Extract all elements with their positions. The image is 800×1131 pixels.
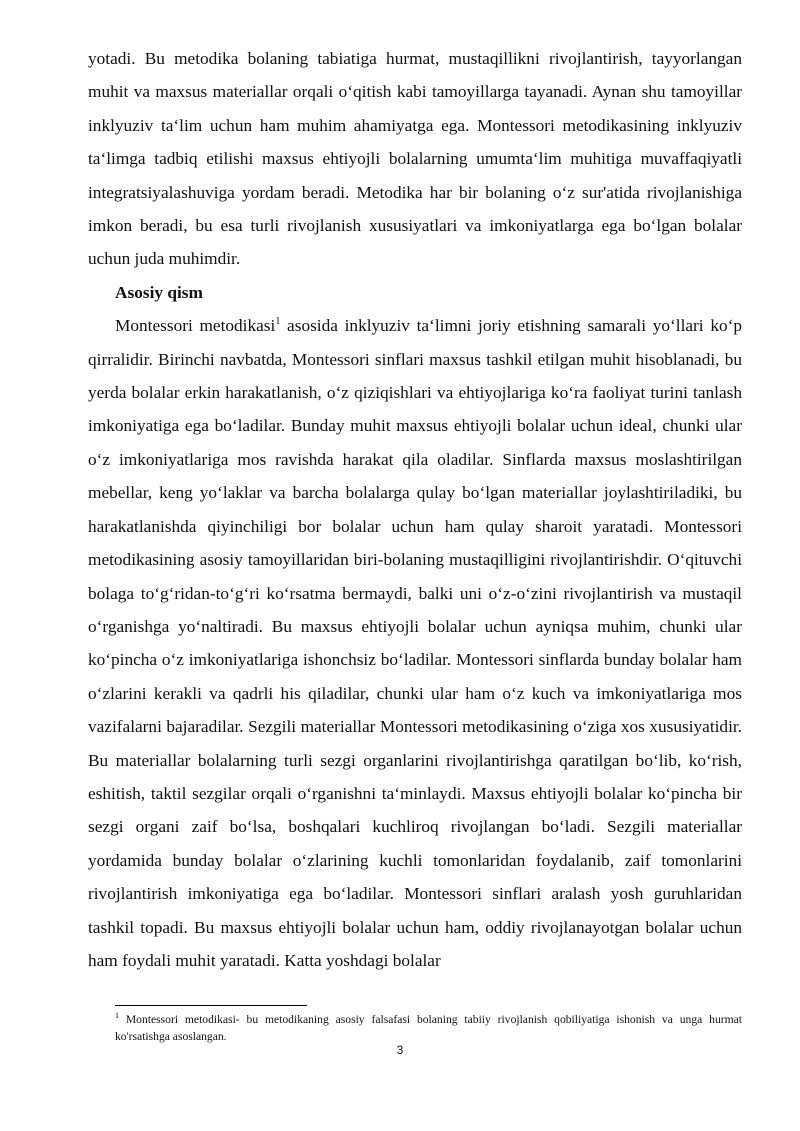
page-number: 3 [396,1043,404,1057]
body-text [88,42,742,977]
footnote-separator [115,1005,307,1006]
paragraph-intro-continuation: yotadi. Bu metodika bolaning tabiatiga hurmat, mustaqillikni rivojlantirish, tayyorlangan muhit va maxsus materiallar orqali o‘qitish kabi tamoyillarga tayanadi. Aynan shu tamoyillar inklyuziv ta‘lim uchun ham muhim ahamiyatga ega. Montessori metodikasining inklyuziv ta‘limga tadbiq etilishi maxsus ehtiyojli bolalarning umumta‘lim muhitiga muvaffaqiyatli integratsiyalashuviga yordam beradi. Metodika har bir bolaning o‘z sur'atida rivojlanishiga imkon beradi, bu esa turli rivojlanish xususiyatlari va imkoniyatlarga ega bo‘lgan bolalar uchun juda muhimdir. [88,49,742,269]
paragraph-main-rest: asosida inklyuziv ta‘limni joriy etishning samarali yo‘llari ko‘p qirralidir. Birinchi navbatda, Montessori sinflari maxsus tashkil etilgan muhit hisoblanadi, bu yerda bolalar erkin harakatlanish, o‘z qiziqishlari va ehtiyojlariga ko‘ra faoliyat turini tanlash imkoniyatiga ega bo‘ladilar. Bunday muhit maxsus ehtiyojli bolalar uchun ideal, chunki ular o‘z imkoniyatlariga mos ravishda harakat qila oladilar. Sinflarda maxsus moslashtirilgan mebellar, keng yo‘laklar va barcha bolalarga qulay bo‘lgan materiallar joylashtiriladiki, bu harakatlanishda qiyinchiligi bor bolalar uchun ham qulay sharoit yaratadi. Montessori metodikasining asosiy tamoyillaridan biri-bolaning mustaqilligini rivojlantirishdir. O‘qituvchi bolaga to‘g‘ridan-to‘g‘ri ko‘rsatma bermaydi, balki uni o‘z-o‘zini rivojlantirish va mustaqil o‘rganishga yo‘naltiradi. Bu maxsus ehtiyojli bolalar uchun ayniqsa muhim, chunki ular ko‘pincha o‘z imkoniyatlariga ishonchsiz bo‘ladilar. Montessori sinflarda bunday bolalar ham o‘zlarini kerakli va qadrli his qiladilar, chunki ular ham o‘z kuch va imkoniyatlariga mos vazifalarni bajaradilar. Sezgili materiallar Montessori metodikasining o‘ziga xos xususiyatidir. Bu materiallar bolalarning turli sezgi organlarini rivojlantirishga qaratilgan bo‘lib, ko‘rish, eshitish, taktil sezgilar orqali o‘rganishni ta‘minlaydi. Maxsus ehtiyojli bolalar ko‘pincha bir sezgi organi zaif bo‘lsa, boshqalari kuchliroq rivojlangan bo‘ladi. Sezgili materiallar yordamida bunday bolalar o‘zlarining kuchli tomonlaridan foydalanib, zaif tomonlarini rivojlantirish imkoniyatiga ega bo‘ladilar. Montessori sinflari aralash yosh guruhlaridan tashkil topadi. Bu maxsus ehtiyojli bolalar uchun ham, oddiy rivojlanayotgan bolalar uchun ham foydali muhit yaratadi. Katta yoshdagi bolalar [88,316,742,970]
footnote-text: Montessori metodikasi- bu metodikaning asosiy falsafasi bolaning tabiiy rivojlanish qobiliyatiga ishonish va unga hurmat ko'rsatishga asoslangan. [115,1013,742,1043]
section-heading: Asosiy qism [115,282,203,302]
paragraph-main [88,309,742,977]
footnote-marker: 1 [115,1011,119,1021]
footnote [115,1011,742,1045]
paragraph-main-start: Montessori metodikasi [115,316,276,336]
footnote-reference[interactable]: 1 [275,316,281,328]
